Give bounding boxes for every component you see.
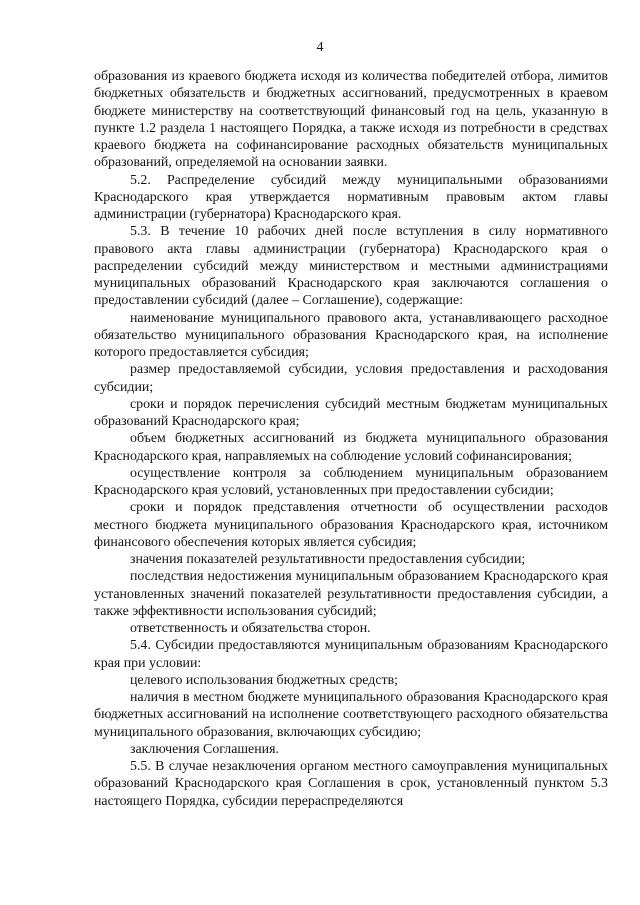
paragraph: сроки и порядок представления отчетности об осуществлении расходов местного бюджета муниципального образования Краснодарского края, источником финансового обеспечения которых является субсидия; (94, 500, 608, 550)
paragraph: размер предоставляемой субсидии, условия предоставления и расходования субсидии; (94, 362, 608, 395)
document-body (94, 68, 608, 810)
paragraph: 5.5. В случае незаключения органом местного самоуправления муниципальных образований Краснодарского края Соглашения в срок, установленный пунктом 5.3 настоящего Порядка, субсидии перераспределяются (94, 759, 608, 809)
paragraph: образования из краевого бюджета исходя из количества победителей отбора, лимитов бюджетных обязательств и бюджетных ассигнований, предусмотренных в краевом бюджете министерству на соответствующий финансовый год на цель, указанную в пункте 1.2 раздела 1 настоящего Порядка, а также исходя из потребности в средствах краевого бюджета на софинансирование расходных обязательств муниципальных образований, определяемой на основании заявки. (94, 69, 608, 171)
paragraph: 5.2. Распределение субсидий между муниципальными образованиями Краснодарского края утверждается нормативным правовым актом главы администрации (губернатора) Краснодарского края. (94, 172, 608, 222)
paragraph: 5.3. В течение 10 рабочих дней после вступления в силу нормативного правового акта главы администрации (губернатора) Краснодарского края о распределении субсидий между министерством и местными администрациями муниципальных образований Краснодарского края заключаются соглашения о предоставлении субсидий (далее – Соглашение), содержащие: (94, 224, 608, 309)
paragraph: ответственность и обязательства сторон. (130, 621, 371, 636)
page-number: 4 (316, 40, 324, 55)
paragraph: 5.4. Субсидии предоставляются муниципальным образованиям Краснодарского края при условии: (94, 638, 608, 671)
paragraph: значения показателей результативности предоставления субсидии; (130, 552, 526, 567)
paragraph: сроки и порядок перечисления субсидий местным бюджетам муниципальных образований Краснодарского края; (94, 396, 608, 429)
paragraph: последствия недостижения муниципальным образованием Краснодарского края установленных значений показателей результативности предоставления субсидии, а также эффективности использования субсидий; (94, 569, 608, 619)
paragraph: объем бюджетных ассигнований из бюджета муниципального образования Краснодарского края, направляемых на соблюдение условий софинансирования; (94, 431, 608, 464)
paragraph: осуществление контроля за соблюдением муниципальным образованием Краснодарского края условий, установленных при предоставлении субсидии; (94, 465, 608, 498)
paragraph: наличия в местном бюджете муниципального образования Краснодарского края бюджетных ассигнований на исполнение соответствующего расходного обязательства муниципального образования, включающих субсидию; (94, 690, 608, 740)
paragraph: наименование муниципального правового акта, устанавливающего расходное обязательство муниципального образования Краснодарского края, на исполнение которого предоставляется субсидия; (94, 310, 608, 360)
paragraph: целевого использования бюджетных средств; (130, 672, 399, 688)
paragraph: заключения Соглашения. (130, 741, 279, 757)
